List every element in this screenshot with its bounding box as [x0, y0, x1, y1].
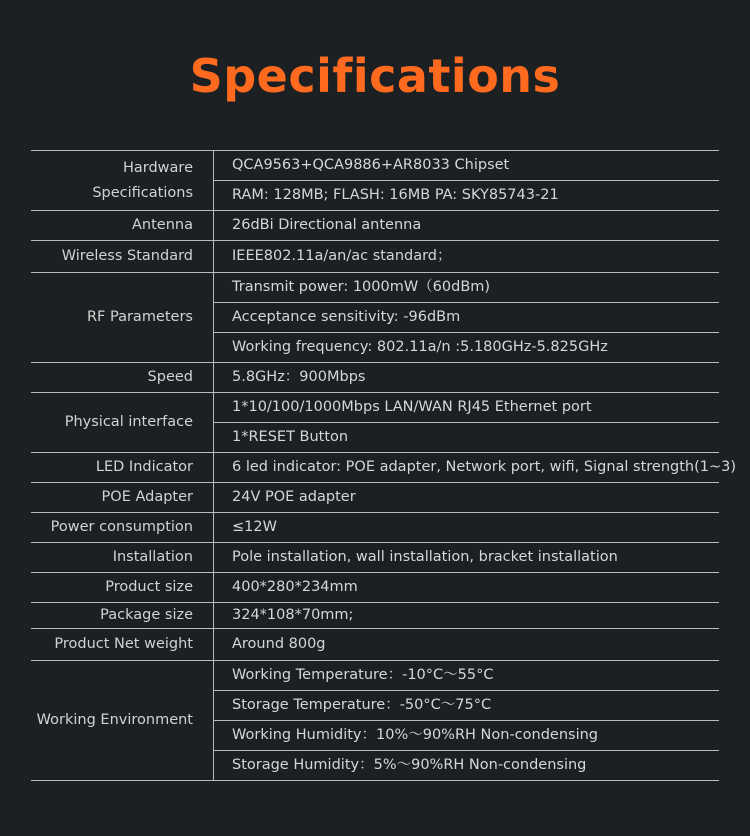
- row-value: Acceptance sensitivity: -96dBm: [214, 302, 719, 332]
- row-label-line: LED Indicator: [95, 459, 193, 475]
- row-label: [31, 363, 214, 392]
- row-value: Working Humidity：10%～90%RH Non-condensing: [214, 720, 719, 750]
- row-value: Working Temperature：-10°C～55°C: [232, 667, 494, 683]
- row-label-line: Product size: [105, 579, 193, 595]
- row-values: [214, 363, 719, 392]
- row-label-line: Power consumption: [50, 519, 193, 535]
- row-value: Transmit power: 1000mW（60dBm): [232, 279, 491, 295]
- row-label-line: Hardware: [122, 159, 193, 176]
- row-label-line: Wireless Standard: [61, 248, 193, 264]
- row-value: 6 led indicator: POE adapter, Network port, wifi, Signal strength(1~3): [232, 459, 737, 475]
- row-label-line: Specifications: [92, 184, 193, 201]
- row-value: QCA9563+QCA9886+AR8033 Chipset: [232, 157, 510, 173]
- row-label: [31, 573, 214, 602]
- table-row: [31, 603, 719, 629]
- row-values: [214, 603, 719, 628]
- row-values: [214, 513, 719, 542]
- row-label-line: RF Parameters: [86, 309, 193, 325]
- row-values: [214, 273, 719, 362]
- table-row: [31, 483, 719, 513]
- row-label-line: Physical interface: [64, 414, 193, 430]
- row-label: [31, 543, 214, 572]
- table-row: [31, 211, 719, 241]
- row-values: [214, 483, 719, 512]
- row-value: ≤12W: [232, 519, 277, 535]
- table-row: [31, 543, 719, 573]
- row-label: [31, 151, 214, 210]
- row-value: Working frequency: 802.11a/n :5.180GHz-5.825GHz: [214, 332, 719, 362]
- table-row: [31, 273, 719, 363]
- row-values: [214, 573, 719, 602]
- row-label: [31, 513, 214, 542]
- row-values: [214, 393, 719, 452]
- row-values: [214, 211, 719, 240]
- specifications-table: [31, 150, 737, 781]
- row-values: [214, 241, 719, 272]
- table-row: [31, 151, 719, 211]
- row-value: Pole installation, wall installation, bracket installation: [232, 549, 618, 565]
- table-row: [31, 363, 719, 393]
- row-label-line: POE Adapter: [101, 489, 193, 505]
- row-value: 1*RESET Button: [214, 422, 719, 452]
- row-label-line: Product Net weight: [54, 636, 193, 652]
- row-label-line: Speed: [147, 369, 193, 385]
- table-row: [31, 661, 719, 781]
- row-value: 24V POE adapter: [232, 489, 356, 505]
- row-value: RAM: 128MB; FLASH: 16MB PA: SKY85743-21: [214, 180, 719, 210]
- row-label-line: Package size: [100, 607, 193, 623]
- row-label-line: Installation: [112, 549, 193, 565]
- row-label: [31, 241, 214, 272]
- row-values: [214, 629, 719, 660]
- row-value: Storage Humidity：5%～90%RH Non-condensing: [214, 750, 719, 780]
- page-title: Specifications: [189, 49, 561, 103]
- row-label: [31, 393, 214, 452]
- row-label: [31, 629, 214, 660]
- row-value: 1*10/100/1000Mbps LAN/WAN RJ45 Ethernet port: [232, 399, 592, 415]
- row-label-line: Antenna: [132, 217, 193, 233]
- table-row: [31, 393, 719, 453]
- table-row: [31, 629, 719, 661]
- table-row: [31, 573, 719, 603]
- row-values: [214, 151, 719, 210]
- row-label: [31, 273, 214, 362]
- table-row: [31, 453, 737, 483]
- row-value: 400*280*234mm: [232, 579, 358, 595]
- row-value: IEEE802.11a/an/ac standard；: [232, 248, 452, 264]
- row-value: 5.8GHz：900Mbps: [232, 369, 366, 385]
- table-row: [31, 241, 719, 273]
- row-value: Storage Temperature：-50°C～75°C: [214, 690, 719, 720]
- row-values: [214, 453, 736, 482]
- row-value: 26dBi Directional antenna: [232, 217, 422, 233]
- table-row: [31, 513, 719, 543]
- row-label: [31, 661, 214, 780]
- row-values: [214, 661, 719, 780]
- row-label-line: Working Environment: [36, 712, 193, 728]
- row-value: 324*108*70mm;: [232, 607, 354, 623]
- row-label: [31, 603, 214, 628]
- row-value: Around 800g: [232, 636, 326, 652]
- row-values: [214, 543, 719, 572]
- row-label: [31, 453, 214, 482]
- row-label: [31, 211, 214, 240]
- row-label: [31, 483, 214, 512]
